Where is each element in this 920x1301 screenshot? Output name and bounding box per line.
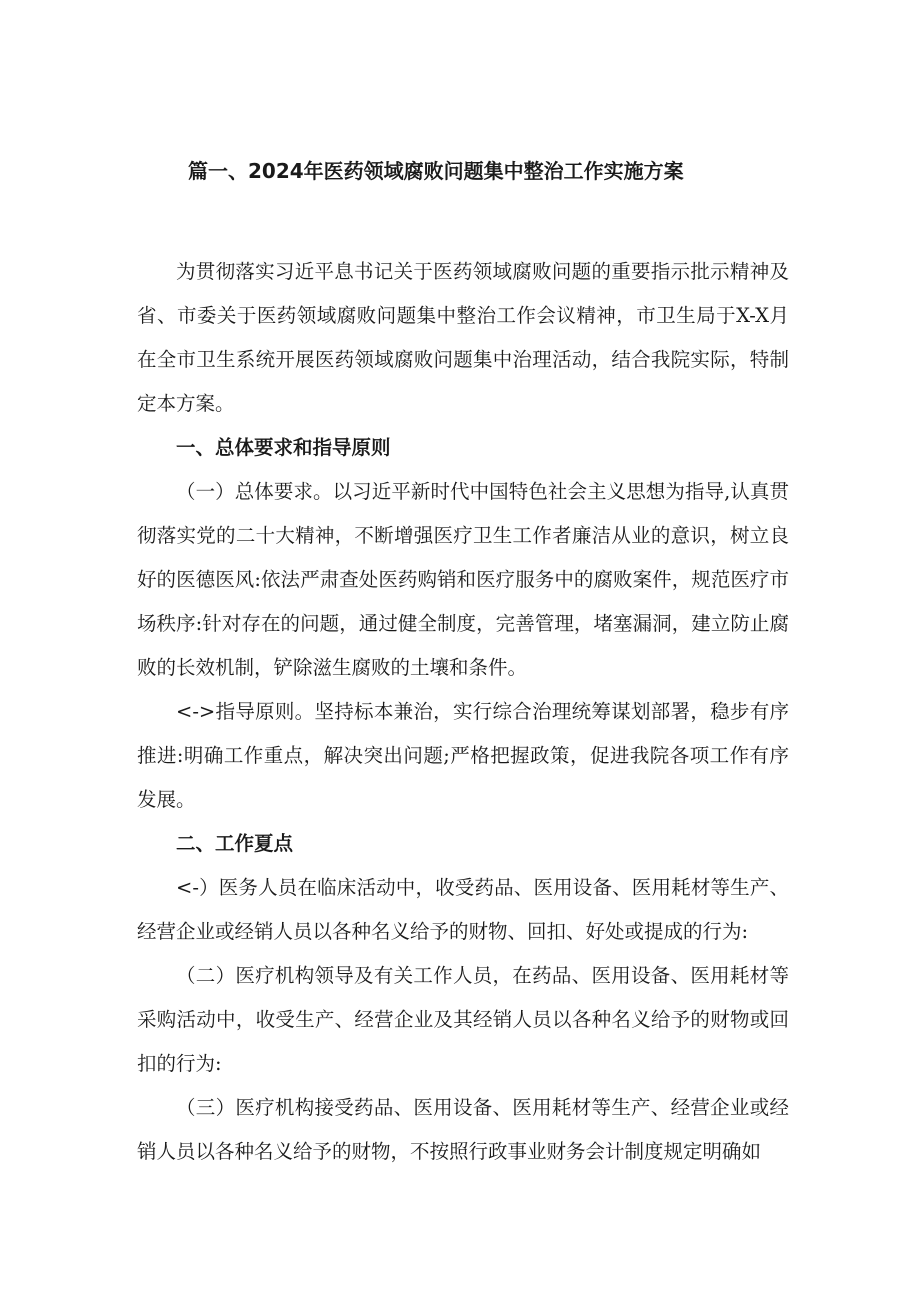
document-title: 篇一、2024年医药领域腐败问题集中整治工作实施方案 [188,159,684,183]
paragraph-item-1: <-）医务人员在临床活动中，收受药品、医用设备、医用耗材等生产、经营企业或经销人员以各种名义给予的财物、回扣、好处或提成的行为: [137,876,789,943]
paragraph-item-3: （三）医疗机构接受药品、医用设备、医用耗材等生产、经营企业或经销人员以各种名义给予的财物，不按照行政事业财务会计制度规定明确如 [137,1096,789,1163]
intro-paragraph: 为贯彻落实习近平息书记关于医药领域腐败问题的重要指示批示精神及省、市委关于医药领域腐败问题集中整治工作会议精神，市卫生局于X-X月在全市卫生系统开展医药领域腐败问题集中治理活动，结合我院实际，特制定本方案。 [137,260,789,415]
section-heading-1: 一、总体要求和指导原则 [176,436,391,459]
paragraph-overall-requirements: （一）总体要求。以习近平新时代中国特色社会主义思想为指导,认真贯彻落实党的二十大精神，不断增强医疗卫生工作者廉洁从业的意识，树立良好的医德医风:依法严肃查处医药购销和医疗服务中的腐败案件，规范医疗市场秩序:针对存在的问题，通过健全制度，完善管理，堵塞漏洞，建立防止腐败的长效机制，铲除滋生腐败的土壤和条件。 [137,480,789,679]
document-body [137,250,789,1174]
paragraph-item-2: （二）医疗机构领导及有关工作人员，在药品、医用设备、医用耗材等采购活动中，收受生产、经营企业及其经销人员以各种名义给予的财物或回扣的行为: [137,964,789,1075]
paragraph-guiding-principles: <->指导原则。坚持标本兼治，实行综合治理统筹谋划部署，稳步有序推进:明确工作重点，解决突出问题;严格把握政策，促进我院各项工作有序发展。 [137,700,789,811]
section-heading-2: 二、工作夏点 [176,832,294,855]
